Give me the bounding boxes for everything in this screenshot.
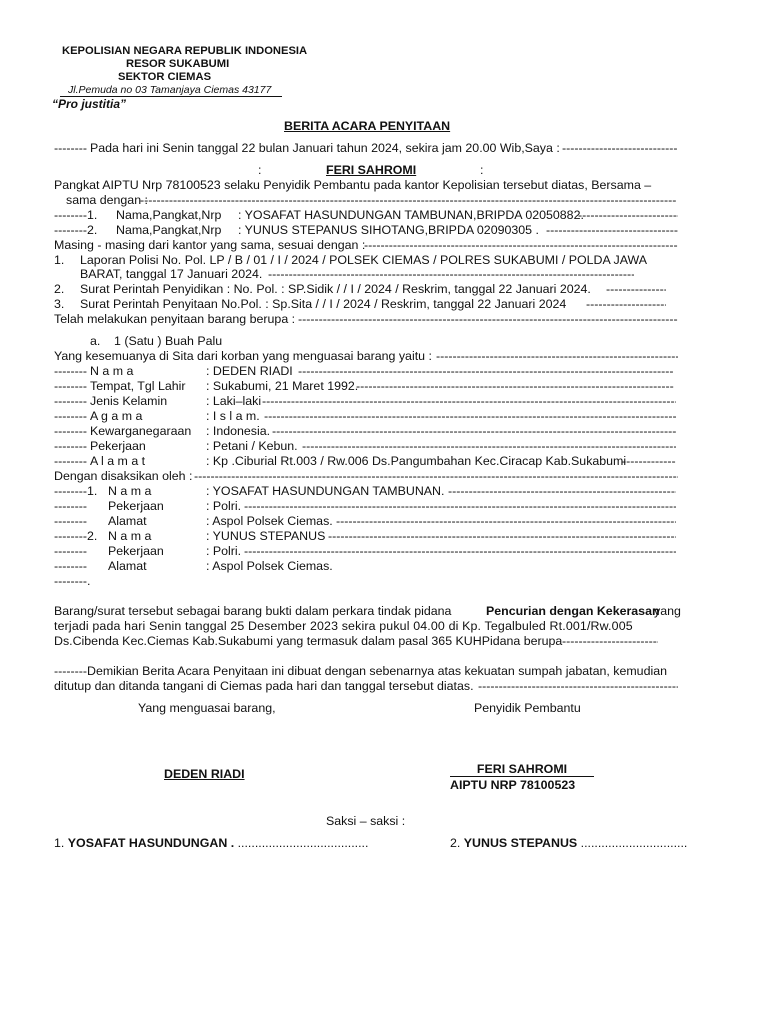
reference-1-dashes [268, 267, 634, 281]
barang-dashes [562, 634, 658, 648]
companion-2-no: --------2. [54, 223, 98, 237]
witness-signature-1-dots: ...................................... [237, 836, 369, 850]
witness-signature-1-no: 1. [54, 836, 65, 850]
witness-1-address-value: : Aspol Polsek Ciemas. [206, 514, 333, 528]
investigator-signature-box [450, 762, 594, 777]
barang-line3: Ds.Cibenda Kec.Ciemas Kab.Sukabumi yang termasuk dalam pasal 365 KUHPidana berupa [54, 634, 563, 648]
witness-2-name-value: : YUNUS STEPANUS [206, 529, 326, 543]
witness-1-name-value: : YOSAFAT HASUNDUNGAN TAMBUNAN. [206, 484, 445, 498]
owner-row-dashes: -------- [54, 439, 88, 453]
witness-signature-2 [450, 836, 687, 850]
header-address [60, 84, 282, 97]
owner-job-label: Pekerjaan [90, 439, 146, 453]
disaksikan-dashes [194, 469, 678, 483]
witness-2-job-dashes [244, 544, 676, 558]
kesemuanya-text: Yang kesemuanya di Sita dari korban yang menguasai barang yaitu : [54, 349, 432, 363]
barang-line1b: yang [654, 604, 681, 618]
witness-signature-2-dots: ............................... [580, 836, 688, 850]
reference-2-dashes [606, 282, 666, 296]
owner-address-dashes [622, 454, 676, 468]
owner-signature-role: Yang menguasai barang, [138, 701, 276, 715]
reference-1-text2: BARAT, tanggal 17 Januari 2024. [80, 267, 263, 281]
witness-row-no: --------2. [54, 529, 98, 543]
owner-row-dashes: -------- [54, 379, 88, 393]
witness-row-no: -------- [54, 514, 88, 528]
owner-gender-dashes [262, 394, 676, 408]
owner-religion-label: A g a m a [90, 409, 143, 423]
end-dashes: --------. [54, 574, 91, 588]
header-institution: KEPOLISIAN NEGARA REPUBLIK INDONESIA [62, 45, 308, 57]
owner-gender-value: : Laki–laki [206, 394, 262, 408]
reference-3-no: 3. [54, 297, 65, 311]
owner-name-label: N a m a [90, 364, 134, 378]
officer-sama: sama dengan : [66, 193, 148, 207]
companion-2-dashes [546, 223, 678, 237]
officer-colon-left: : [258, 163, 262, 177]
intro-text: Pada hari ini Senin tanggal 22 bulan Januari tahun 2024, sekira jam 20.00 Wib,Saya : [90, 141, 560, 155]
barang-line2: terjadi pada hari Senin tanggal 25 Desember 2023 sekira pukul 04.00 di Kp. Tegalbuled Rt.001/Rw.005 [54, 619, 633, 633]
owner-gender-label: Jenis Kelamin [90, 394, 168, 408]
barang-line1a: Barang/surat tersebut sebagai barang bukti dalam perkara tindak pidana [54, 604, 452, 618]
owner-religion-value: : I s l a m. [206, 409, 260, 423]
closing-dashes [478, 679, 678, 693]
owner-address-value: : Kp .Ciburial Rt.003 / Rw.006 Ds.Pangumbahan Kec.Ciracap Kab.Sukabumi [206, 454, 627, 468]
item-text: 1 (Satu ) Buah Palu [114, 334, 223, 348]
owner-row-dashes: -------- [54, 454, 88, 468]
owner-birth-label: Tempat, Tgl Lahir [90, 379, 186, 393]
owner-birth-value: : Sukabumi, 21 Maret 1992. [206, 379, 359, 393]
witness-1-job-label: Pekerjaan [108, 499, 164, 513]
witness-2-name-label: N a m a [108, 529, 152, 543]
reference-3-text: Surat Perintah Penyitaan No.Pol. : Sp.Sita / / I / 2024 / Reskrim, tanggal 22 Januari 2024 [80, 297, 567, 311]
header-address-text: Jl.Pemuda no 03 Tamanjaya Ciemas 43177 [68, 84, 272, 96]
owner-address-label: A l a m a t [90, 454, 146, 468]
owner-nationality-dashes [272, 424, 676, 438]
witness-1-job-dashes [244, 499, 676, 513]
owner-job-dashes [302, 439, 676, 453]
companion-2-value: : YUNUS STEPANUS SIHOTANG,BRIPDA 02090305 . [238, 223, 539, 237]
officer-name: FERI SAHROMI [326, 163, 417, 177]
witness-2-job-value: : Polri. [206, 544, 242, 558]
companion-1-label: Nama,Pangkat,Nrp [116, 208, 222, 222]
owner-row-dashes: -------- [54, 409, 88, 423]
disaksikan-text: Dengan disaksikan oleh : [54, 469, 193, 483]
witness-row-no: -------- [54, 559, 88, 573]
witness-row-no: -------- [54, 499, 88, 513]
owner-name-dashes [298, 364, 674, 378]
header-resor: RESOR SUKABUMI [126, 58, 230, 70]
companion-1-no: --------1. [54, 208, 98, 222]
owner-nationality-value: : Indonesia. [206, 424, 271, 438]
witness-1-address-label: Alamat [108, 514, 147, 528]
owner-name-value: : DEDEN RIADI [206, 364, 293, 378]
officer-colon-right: : [480, 163, 484, 177]
witness-signature-2-no: 2. [450, 836, 461, 850]
witness-2-name-dashes [328, 529, 676, 543]
saksi-heading: Saksi – saksi : [326, 814, 406, 828]
companion-1-dashes [578, 208, 678, 222]
witness-signature-1 [54, 836, 368, 850]
owner-signature-name: DEDEN RIADI [164, 767, 245, 781]
witness-1-name-label: N a m a [108, 484, 152, 498]
reference-1-no: 1. [54, 253, 65, 267]
officer-rank-line: Pangkat AIPTU Nrp 78100523 selaku Penyidik Pembantu pada kantor Kepolisian tersebut diatas, Bersama – [54, 178, 652, 192]
reference-1-text: Laporan Polisi No. Pol. LP / B / 01 / I / 2024 / POLSEK CIEMAS / POLRES SUKABUMI / POLDA JAWA [80, 253, 647, 267]
witness-1-address-dashes [336, 514, 676, 528]
closing-line2: ditutup dan ditanda tangani di Ciemas pada hari dan tanggal tersebut diatas. [54, 679, 474, 693]
witness-1-job-value: : Polri. [206, 499, 242, 513]
witness-row-no: -------- [54, 544, 88, 558]
reference-2-no: 2. [54, 282, 65, 296]
barang-crime: Pencurian dengan Kekerasan [486, 604, 660, 618]
reference-2-text: Surat Perintah Penyidikan : No. Pol. : SP.Sidik / / I / 2024 / Reskrim, tanggal 22 Januari 2024. [80, 282, 591, 296]
sama-dashes [140, 193, 676, 207]
investigator-rank: AIPTU NRP 78100523 [450, 778, 576, 792]
pro-justitia: “Pro justitia” [52, 97, 127, 111]
telah-dashes [298, 312, 678, 326]
reference-3-dashes [586, 297, 666, 311]
companion-2-label: Nama,Pangkat,Nrp [116, 223, 222, 237]
closing-line1: --------Demikian Berita Acara Penyitaan ini dibuat dengan sebenarnya atas kekuatan sumpah jabatan, kemudian [54, 664, 667, 678]
intro-dashes [562, 141, 678, 155]
masing-text: Masing - masing dari kantor yang sama, sesuai dengan : [54, 238, 366, 252]
witness-row-no: --------1. [54, 484, 98, 498]
owner-row-dashes: -------- [54, 364, 88, 378]
owner-religion-dashes [264, 409, 676, 423]
masing-dashes [364, 238, 678, 252]
investigator-signature-role: Penyidik Pembantu [474, 701, 581, 715]
owner-nationality-label: Kewarganegaraan [90, 424, 192, 438]
witness-2-address-value: : Aspol Polsek Ciemas. [206, 559, 333, 573]
telah-text: Telah melakukan penyitaan barang berupa : [54, 312, 296, 326]
witness-signature-2-name: YUNUS STEPANUS [463, 836, 578, 850]
witness-2-address-label: Alamat [108, 559, 147, 573]
kesemuanya-dashes [436, 349, 678, 363]
item-letter: a. [90, 334, 101, 348]
document-title: BERITA ACARA PENYITAAN [284, 119, 451, 133]
owner-birth-dashes [356, 379, 674, 393]
owner-job-value: : Petani / Kebun. [206, 439, 298, 453]
header-sektor: SEKTOR CIEMAS [118, 71, 212, 83]
witness-2-job-label: Pekerjaan [108, 544, 164, 558]
companion-1-value: : YOSAFAT HASUNDUNGAN TAMBUNAN,BRIPDA 02050882. [238, 208, 584, 222]
owner-row-dashes: -------- [54, 424, 88, 438]
intro-lead: -------- [54, 141, 88, 155]
investigator-signature-name: FERI SAHROMI [476, 762, 568, 776]
owner-row-dashes: -------- [54, 394, 88, 408]
witness-signature-1-name: YOSAFAT HASUNDUNGAN . [67, 836, 235, 850]
witness-1-name-dashes [448, 484, 676, 498]
